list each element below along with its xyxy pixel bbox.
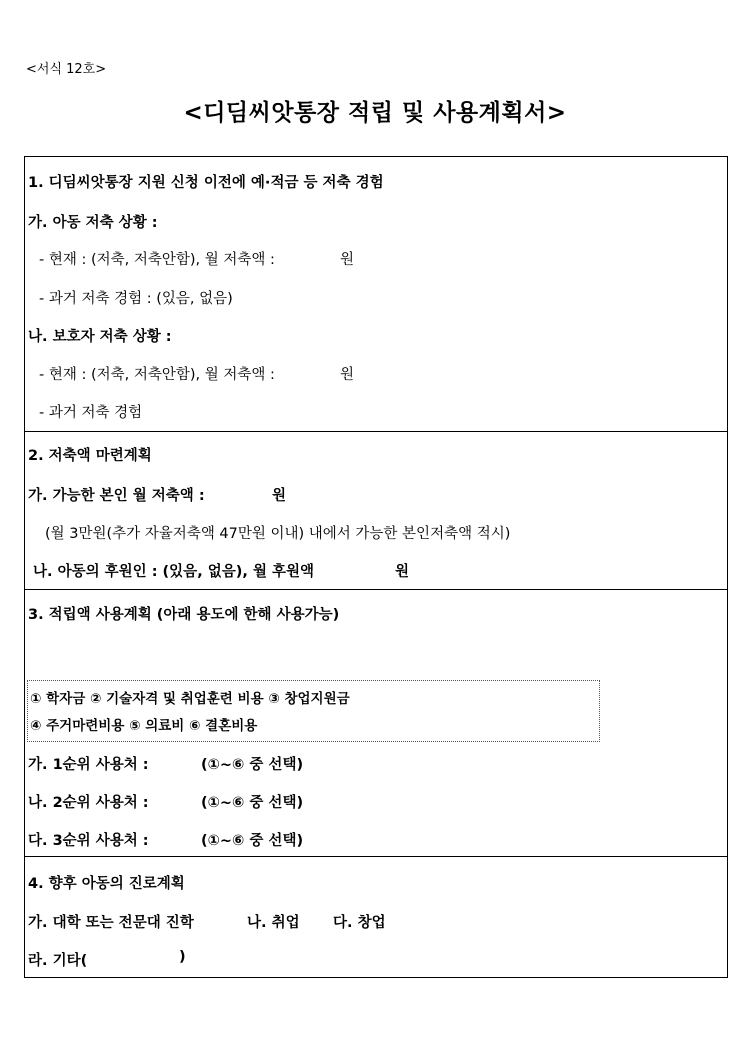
- form-number-label: <서식 12호>: [26, 62, 107, 77]
- guardian-current-saving: - 현재 : (저축, 저축안함), 월 저축액 :: [39, 367, 275, 383]
- career-option-other: 라. 기타(: [28, 953, 88, 969]
- guardian-past-saving: - 과거 저축 경험: [39, 405, 143, 421]
- section-usage-plan: [25, 590, 727, 857]
- sponsor-info: 나. 아동의 후원인 : (있음, 없음), 월 후원액: [33, 564, 315, 580]
- section-saving-plan: [25, 432, 727, 590]
- child-saving-heading: 가. 아동 저축 상황 :: [28, 215, 158, 231]
- saving-limit-note: (월 3만원(추가 자율저축액 47만원 이내) 내에서 가능한 본인저축액 적시): [45, 526, 511, 542]
- priority-2-label: 나. 2순위 사용처 :: [28, 795, 149, 811]
- usage-options-line2: ④ 주거마련비용 ⑤ 의료비 ⑥ 결혼비용: [30, 718, 258, 734]
- priority-3-choice: (①~⑥ 중 선택): [201, 833, 304, 849]
- guardian-current-unit: 원: [340, 367, 355, 383]
- career-option-startup: 다. 창업: [333, 915, 386, 931]
- priority-1-label: 가. 1순위 사용처 :: [28, 757, 149, 773]
- section1-heading: 1. 디딤씨앗통장 지원 신청 이전에 예·적금 등 저축 경험: [28, 175, 384, 191]
- usage-options-line1: ① 학자금 ② 기술자격 및 취업훈련 비용 ③ 창업지원금: [30, 691, 350, 707]
- career-option-college: 가. 대학 또는 전문대 진학: [28, 915, 194, 931]
- priority-1-choice: (①~⑥ 중 선택): [201, 757, 304, 773]
- priority-2-choice: (①~⑥ 중 선택): [201, 795, 304, 811]
- document-title: <디딤씨앗통장 적립 및 사용계획서>: [183, 100, 567, 126]
- section-saving-experience: [25, 157, 727, 432]
- child-current-unit: 원: [340, 252, 355, 268]
- career-option-other-close: ): [179, 949, 186, 965]
- career-option-employment: 나. 취업: [247, 915, 300, 931]
- monthly-saving-unit: 원: [272, 488, 287, 504]
- section-career-plan: [25, 857, 727, 977]
- section4-heading: 4. 향후 아동의 진로계획: [28, 876, 185, 892]
- section2-heading: 2. 저축액 마련계획: [28, 448, 152, 464]
- monthly-saving-amount: 가. 가능한 본인 월 저축액 :: [28, 488, 205, 504]
- priority-3-label: 다. 3순위 사용처 :: [28, 833, 149, 849]
- section3-heading: 3. 적립액 사용계획 (아래 용도에 한해 사용가능): [28, 607, 340, 623]
- guardian-saving-heading: 나. 보호자 저축 상황 :: [28, 329, 172, 345]
- child-current-saving: - 현재 : (저축, 저축안함), 월 저축액 :: [39, 252, 275, 268]
- sponsor-unit: 원: [395, 564, 410, 580]
- usage-options-box: [27, 680, 600, 742]
- plan-form: [24, 156, 728, 978]
- child-past-saving: - 과거 저축 경험 : (있음, 없음): [39, 291, 233, 307]
